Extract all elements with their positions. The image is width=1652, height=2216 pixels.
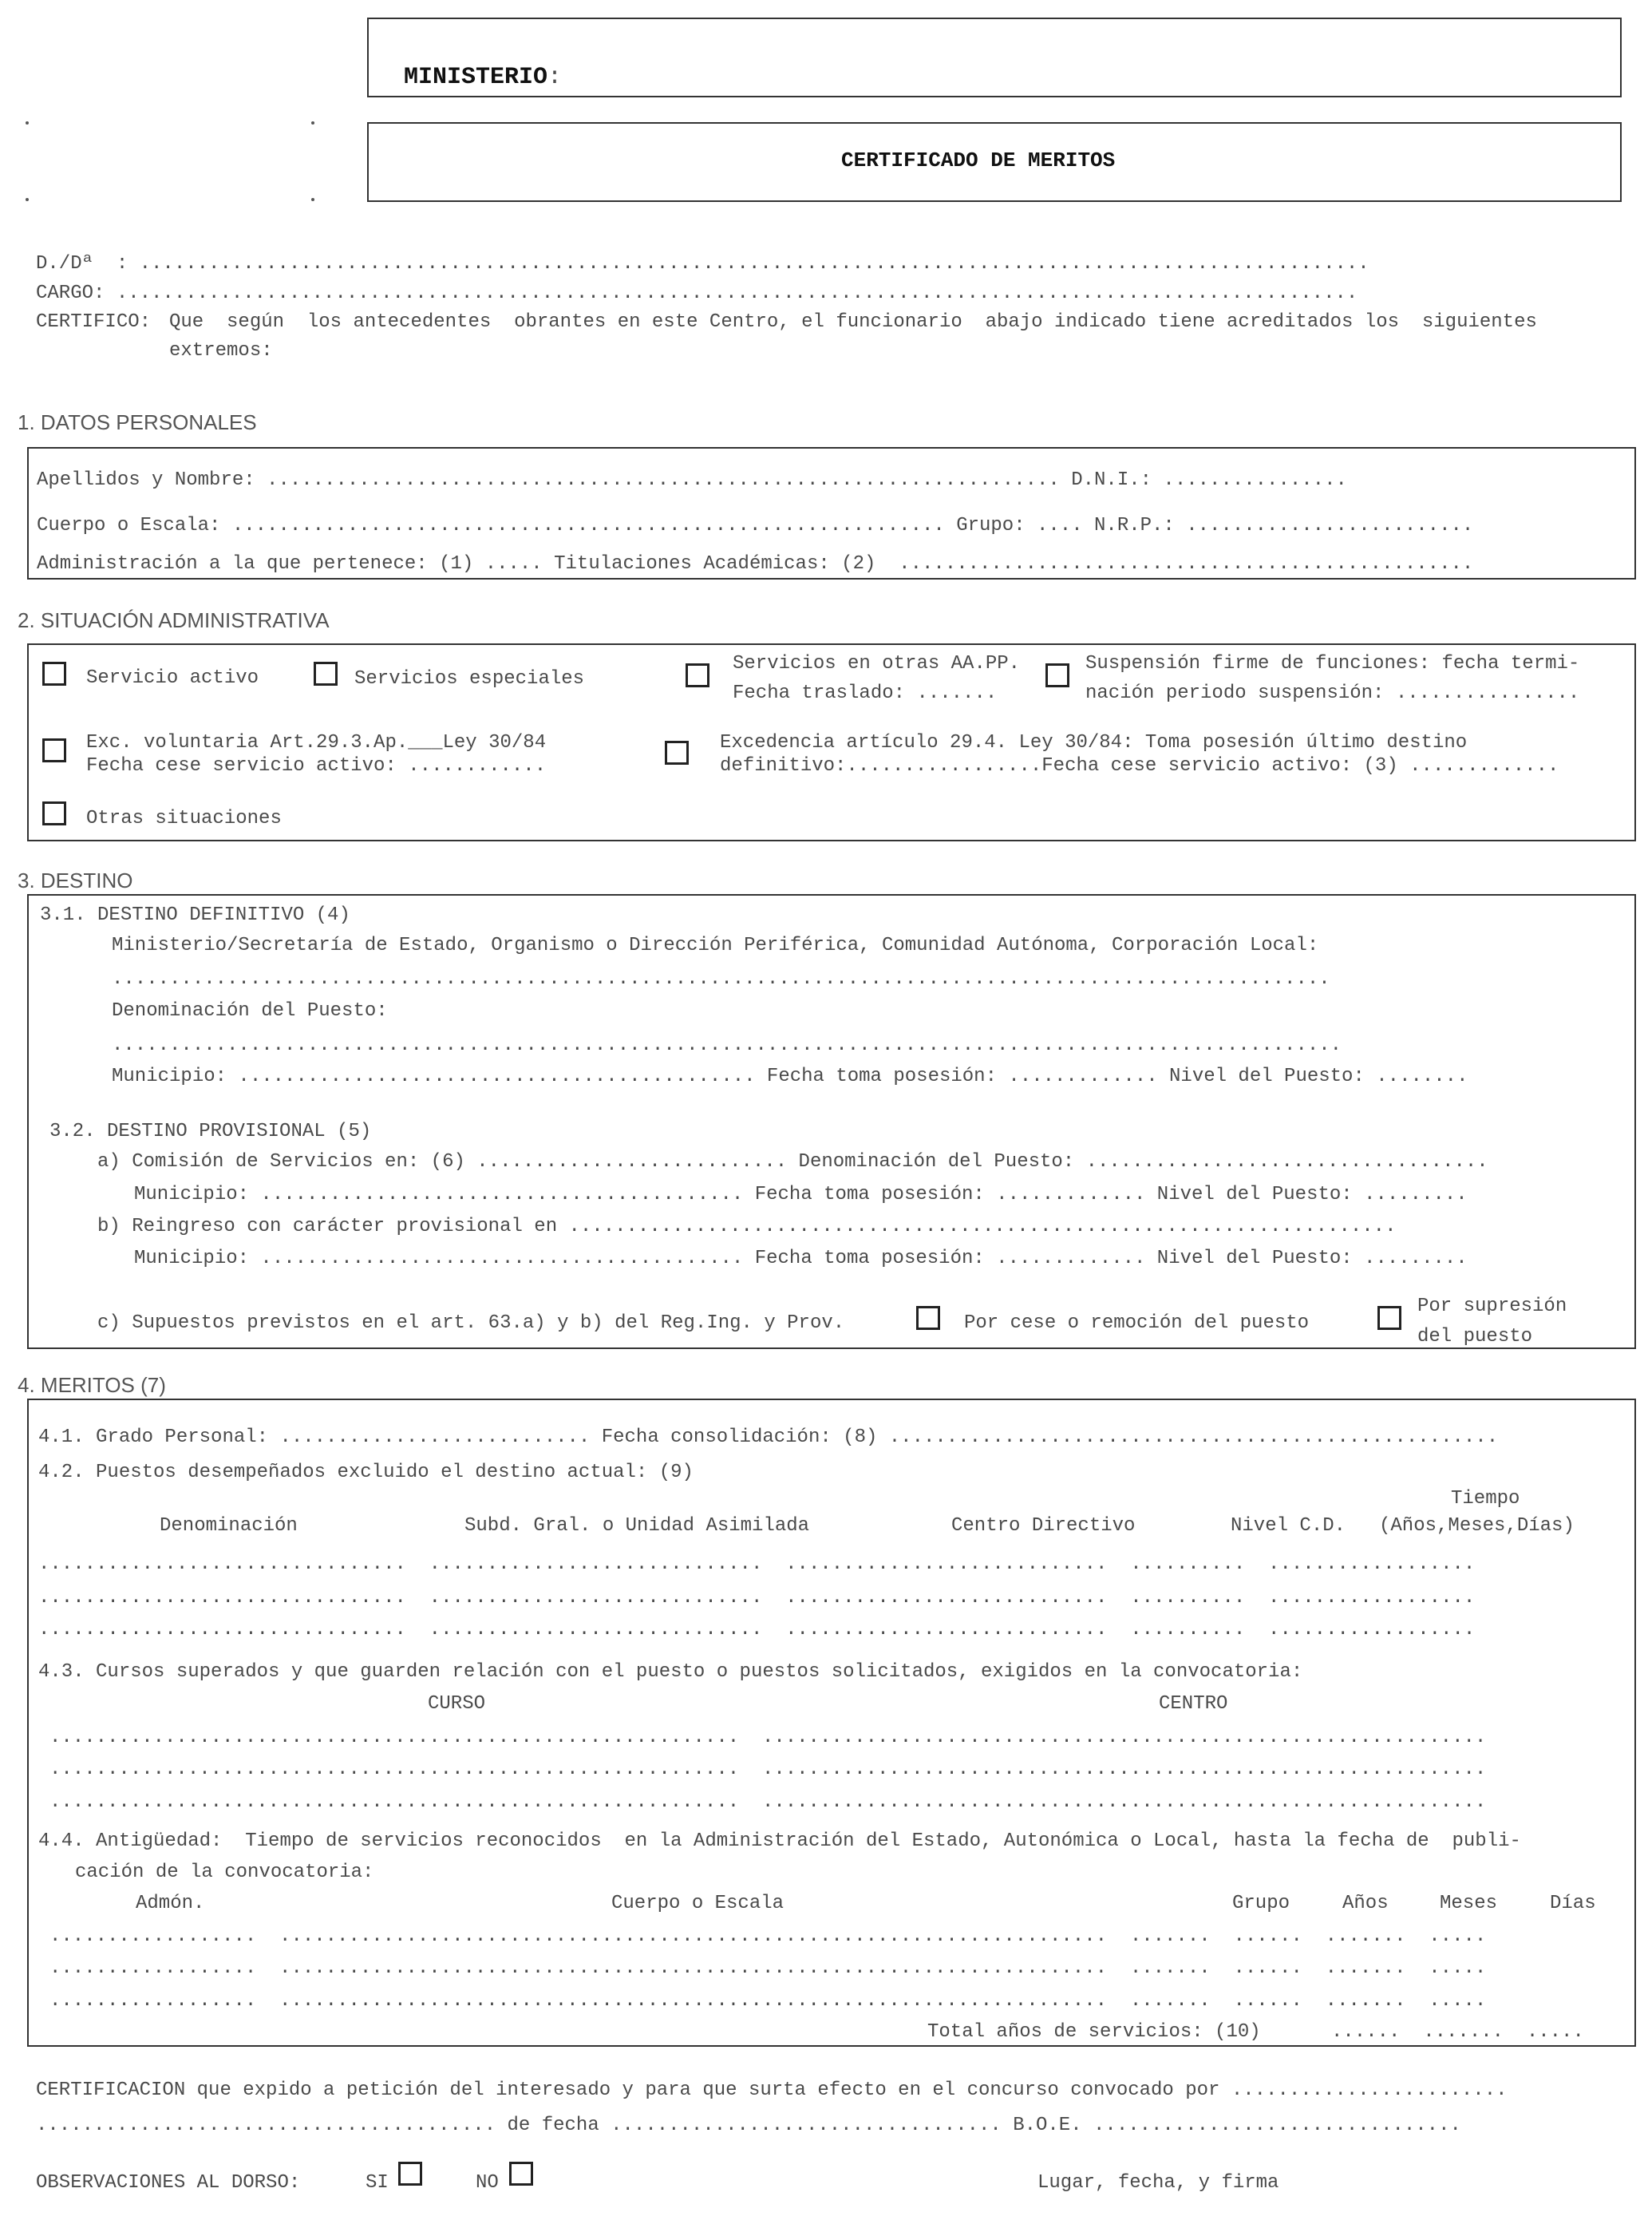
col-curso: CURSO [428,1693,486,1715]
section4-title: 4. MERITOS (7) [18,1373,166,1397]
datos-row-2: Cuerpo o Escala: .............................................................. Grupo: .... N.R.P.: ......................... [37,515,1474,536]
supresion-label-1: Por supresión [1417,1296,1567,1317]
antiguedad-row: .................. ........................................................................ ....... ...... ....... ..... [49,1925,1487,1947]
puestos-title: 4.2. Puestos desempeñados excluido el destino actual: (9) [38,1462,694,1483]
seal-mark [26,121,29,125]
seal-mark [311,121,314,125]
supresion-label-2: del puesto [1417,1326,1533,1347]
excedencia-29-4-label-1: Excedencia artículo 29.4. Ley 30/84: Toma posesión último destino [720,732,1468,754]
exc-voluntaria-checkbox[interactable] [42,738,66,762]
antiguedad-row: .................. ........................................................................ ....... ...... ....... ..... [49,1957,1487,1979]
antiguedad-row: .................. ........................................................................ ....... ...... ....... ..... [49,1990,1487,2012]
col-centro-directivo: Centro Directivo [951,1515,1136,1537]
servicio-activo-label: Servicio activo [86,667,259,689]
reingreso-line: b) Reingreso con carácter provisional en ........................................................................ [97,1216,1397,1237]
certificado-title: CERTIFICADO DE MERITOS [841,148,1116,172]
otras-aapp-checkbox[interactable] [686,663,709,687]
col-grupo: Grupo [1232,1893,1290,1914]
certifico-label: CERTIFICO: [36,311,152,333]
no-label: NO [476,2172,499,2194]
antiguedad-line-1: 4.4. Antigüedad: Tiempo de servicios reconocidos en la Administración del Estado, Autonómica o Local, hasta la fecha de publi- [38,1830,1521,1852]
puestos-row: ................................ ............................. ............................ .......... .................. [38,1587,1476,1609]
section4-box [27,1399,1636,2047]
lugar-fecha-firma: Lugar, fecha, y firma [1037,2172,1279,2194]
si-checkbox[interactable] [398,2162,422,2186]
ministerio-colon: : [547,64,563,91]
col-centro: CENTRO [1159,1693,1228,1715]
col-nivel-cd: Nivel C.D. [1231,1515,1346,1537]
destino-provisional-title: 3.2. DESTINO PROVISIONAL (5) [49,1121,372,1142]
no-checkbox[interactable] [509,2162,533,2186]
reingreso-municipio-line: Municipio: .......................................... Fecha toma posesión: ............. Nivel del Puesto: ......... [134,1248,1468,1269]
datos-row-1: Apellidos y Nombre: ..................................................................... D.N.I.: ................ [37,469,1347,491]
supresion-checkbox[interactable] [1377,1306,1401,1330]
col-admon: Admón. [136,1893,205,1914]
col-denominacion: Denominación [160,1515,298,1537]
total-servicios-label: Total años de servicios: (10) [927,2021,1261,2043]
col-subd-gral: Subd. Gral. o Unidad Asimilada [464,1515,810,1537]
destino-municipio-line: Municipio: ............................................. Fecha toma posesión: ............. Nivel del Puesto: ........ [112,1066,1468,1087]
dd-line: D./Dª : ........................................................................................................... [36,253,1369,275]
suspension-checkbox[interactable] [1045,663,1069,687]
otras-aapp-label-2: Fecha traslado: ....... [733,683,998,704]
seal-mark [311,198,314,201]
si-label: SI [366,2172,389,2194]
certifico-text: Que según los antecedentes obrantes en este Centro, el funcionario abajo indicado tiene acreditados los siguientes [169,311,1537,333]
destino-dots-1: .......................................................................................................... [112,968,1330,990]
section2-title: 2. SITUACIÓN ADMINISTRATIVA [18,608,330,632]
ministerio-text: MINISTERIO [404,64,548,91]
col-meses: Meses [1440,1893,1498,1914]
certifico-text-2: extremos: [169,340,273,362]
seal-mark [26,198,29,201]
cursos-title: 4.3. Cursos superados y que guarden relación con el puesto o puestos solicitados, exigidos en la convocatoria: [38,1661,1303,1683]
cargo-line: CARGO: ............................................................................................................ [36,283,1358,304]
cursos-row: ............................................................ ............................................................... [49,1727,1487,1748]
puestos-row: ................................ ............................. ............................ .......... .................. [38,1553,1476,1575]
exc-voluntaria-label-2: Fecha cese servicio activo: ............ [86,755,547,777]
antiguedad-line-2: cación de la convocatoria: [75,1862,374,1883]
servicios-especiales-label: Servicios especiales [354,668,585,690]
col-anos: Años [1342,1893,1389,1914]
certificacion-line-1: CERTIFICACION que expido a petición del interesado y para que surta efecto en el concurso convocado por ........................ [36,2079,1508,2101]
otras-situaciones-label: Otras situaciones [86,808,282,829]
col-cuerpo-escala: Cuerpo o Escala [611,1893,785,1914]
suspension-label-1: Suspensión firme de funciones: fecha termi- [1085,653,1580,675]
exc-voluntaria-label-1: Exc. voluntaria Art.29.3.Ap.___Ley 30/84 [86,732,547,754]
certificacion-line-2: ........................................ de fecha .................................. B.O.E. ................................ [36,2115,1461,2136]
col-tiempo-unidades: (Años,Meses,Días) [1379,1515,1575,1537]
suspension-label-2: nación periodo suspensión: ................ [1085,683,1580,704]
excedencia-29-4-label-2: definitivo:.................Fecha cese servicio activo: (3) ............. [720,755,1559,777]
col-tiempo: Tiempo [1451,1488,1520,1510]
otras-situaciones-checkbox[interactable] [42,801,66,825]
supuestos-line: c) Supuestos previstos en el art. 63.a) y b) del Reg.Ing. y Prov. [97,1312,845,1334]
servicio-activo-checkbox[interactable] [42,662,66,686]
destino-denominacion-label: Denominación del Puesto: [112,1000,388,1022]
comision-municipio-line: Municipio: .......................................... Fecha toma posesión: ............. Nivel del Puesto: ......... [134,1184,1468,1205]
comision-servicios-line: a) Comisión de Servicios en: (6) ........................... Denominación del Puesto: ................................... [97,1151,1488,1173]
otras-aapp-label-1: Servicios en otras AA.PP. [733,653,1021,675]
destino-ministerio-line: Ministerio/Secretaría de Estado, Organismo o Dirección Periférica, Comunidad Autónoma, Corporación Local: [112,935,1319,956]
cursos-row: ............................................................ ............................................................... [49,1791,1487,1813]
destino-definitivo-title: 3.1. DESTINO DEFINITIVO (4) [40,904,350,926]
cursos-row: ............................................................ ............................................................... [49,1759,1487,1780]
section3-title: 3. DESTINO [18,869,133,892]
grado-personal-line: 4.1. Grado Personal: ........................... Fecha consolidación: (8) ..................................................... [38,1427,1499,1448]
section1-title: 1. DATOS PERSONALES [18,410,257,434]
cese-remocion-label: Por cese o remoción del puesto [964,1312,1310,1334]
destino-dots-2: ........................................................................................................... [112,1035,1342,1056]
total-servicios-dots: ...... ....... ..... [1331,2021,1584,2043]
observaciones-label: OBSERVACIONES AL DORSO: [36,2172,301,2194]
puestos-row: ................................ ............................. ............................ .......... .................. [38,1619,1476,1640]
servicios-especiales-checkbox[interactable] [314,662,338,686]
excedencia-29-4-checkbox[interactable] [665,741,689,765]
datos-row-3: Administración a la que pertenece: (1) ..... Titulaciones Académicas: (2) .................................................. [37,553,1474,575]
ministerio-label [375,42,562,89]
supuestos-checkbox[interactable] [916,1306,940,1330]
col-dias: Días [1550,1893,1596,1914]
